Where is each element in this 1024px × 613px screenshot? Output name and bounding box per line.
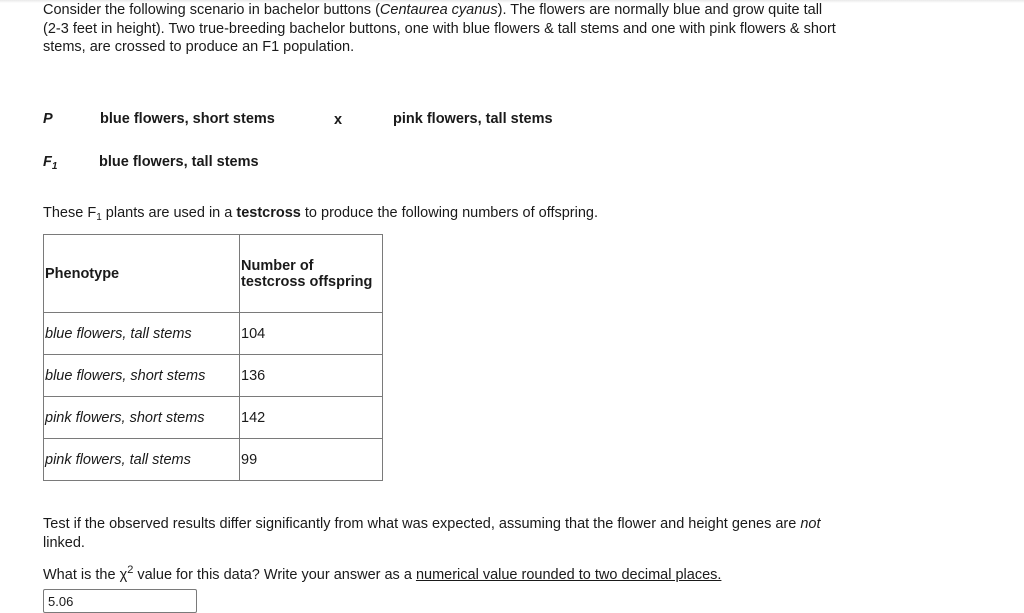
test-text-1: Test if the observed results differ significantly from what was expected, assuming that the flower and height genes are [43,516,801,532]
testcross-text-2: plants are used in a [101,205,237,221]
testcross-text-3: to produce the following numbers of offspring. [300,205,599,221]
answer-input[interactable] [43,589,197,613]
test-instruction [43,515,843,552]
p-generation-label: P [43,111,53,127]
p-parent-2: pink flowers, tall stems [393,111,553,127]
question-text-2: value for this data? Write your answer as a [133,566,416,583]
testcross-subscript: 1 [96,212,102,223]
header-phenotype: Phenotype [44,235,240,313]
header-count-line-1: Number of [241,257,314,274]
test-text-2: linked. [43,534,85,551]
f1-generation-label [43,154,57,172]
phenotype-cell: pink flowers, short stems [44,397,240,439]
chi-square-question [43,564,721,583]
count-cell: 136 [240,355,383,397]
chi-superscript: 2 [127,564,134,576]
table-row [44,397,383,439]
table-row [44,355,383,397]
question-text-1: What is the [43,566,120,583]
intro-text-end: ). The flowers are normally blue and grow quite tall (2-3 feet in height). Two true-breeding bachelor buttons, one with blue flowers & tall stems and one with pink flowers & short stems, are crossed to produce an F1 population. [43,2,836,55]
count-cell: 104 [240,313,383,355]
phenotype-cell: blue flowers, tall stems [44,313,240,355]
scenario-paragraph [43,1,843,57]
testcross-text-1: These F [43,205,97,221]
header-count [240,235,383,313]
chi-symbol: χ [119,566,128,583]
table-row [44,313,383,355]
testcross-sentence [43,205,598,223]
phenotype-cell: pink flowers, tall stems [44,439,240,481]
testcross-bold-word: testcross [236,205,301,221]
offspring-table [43,234,383,481]
intro-text-start: Consider the following scenario in bachelor buttons ( [43,2,380,18]
f1-letter: F [43,154,52,170]
count-cell: 99 [240,439,383,481]
p-parent-1: blue flowers, short stems [100,111,275,127]
header-count-line-2: testcross offspring [241,273,373,290]
f1-phenotype: blue flowers, tall stems [99,154,259,170]
cross-symbol: x [334,112,343,128]
phenotype-cell: blue flowers, short stems [44,355,240,397]
table-header-row [44,235,383,313]
question-underlined: numerical value rounded to two decimal places. [415,566,722,583]
f1-subscript: 1 [51,161,58,172]
test-italic-word: not [800,516,821,532]
species-name: Centaurea cyanus [379,2,498,18]
count-cell: 142 [240,397,383,439]
table-row [44,439,383,481]
